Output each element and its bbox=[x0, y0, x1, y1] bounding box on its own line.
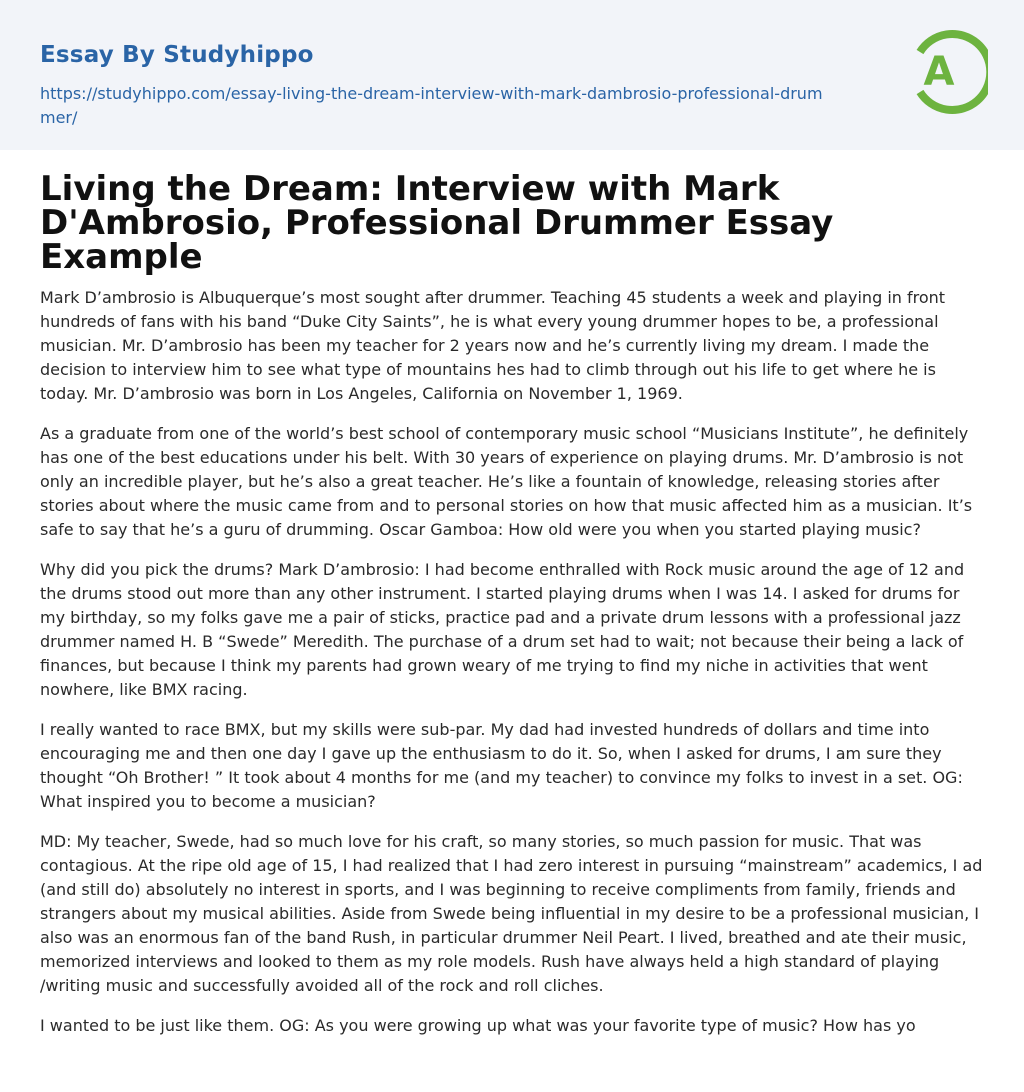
studyhippo-a-logo-icon[interactable] bbox=[904, 28, 988, 116]
site-brand[interactable]: Essay By Studyhippo bbox=[40, 42, 314, 68]
article-title: Living the Dream: Interview with Mark D'Ambrosio, Professional Drummer Essay Example bbox=[40, 169, 834, 277]
article-paragraph: Mark D’ambrosio is Albuquerque’s most sought after drummer. Teaching 45 students a week and playing in front hundreds of fans with his band “Duke City Saints”, he is what every young drummer hopes to be, a professional musician. Mr. D’ambrosio has been my teacher for 2 years now and he’s currently living my dream. I made the decision to interview him to see what type of mountains hes had to climb through out his life to get where he is today. Mr. D’ambrosio was born in Los Angeles, California on November 1, 1969. bbox=[40, 288, 946, 403]
article-paragraph: I really wanted to race BMX, but my skills were sub-par. My dad had invested hundreds of dollars and time into encouraging me and then one day I gave up the enthusiasm to do it. So, when I asked for drums, I am sure they thought “Oh Brother! ” It took about 4 months for me (and my teacher) to convince my folks to invest in a set. OG: What inspired you to become a musician? bbox=[40, 720, 963, 811]
article bbox=[0, 169, 1024, 1038]
article-body bbox=[40, 286, 984, 1038]
logo-letter: A bbox=[923, 49, 955, 95]
source-url-link[interactable]: https://studyhippo.com/essay-living-the-dream-interview-with-mark-dambrosio-professional-drummer/ bbox=[40, 84, 823, 127]
article-paragraph: MD: My teacher, Swede, had so much love for his craft, so many stories, so much passion for music. That was contagious. At the ripe old age of 15, I had realized that I had zero interest in pursuing “mainstream” academics, I ad (and still do) absolutely no interest in sports, and I was beginning to receive compliments from family, friends and strangers about my musical abilities. Aside from Swede being influential in my desire to be a professional musician, I also was an enormous fan of the band Rush, in particular drummer Neil Peart. I lived, breathed and ate their music, memorized interviews and looked to them as my role models. Rush have always held a high standard of playing /writing music and successfully avoided all of the rock and roll cliches. bbox=[40, 832, 983, 995]
site-header bbox=[0, 0, 1024, 150]
article-paragraph: As a graduate from one of the world’s best school of contemporary music school “Musicians Institute”, he definitely has one of the best educations under his belt. With 30 years of experience on playing drums. Mr. D’ambrosio is not only an incredible player, but he’s also a great teacher. He’s like a fountain of knowledge, releasing stories after stories about where the music came from and to personal stories on how that music affected him as a musician. It’s safe to say that he’s a guru of drumming. Oscar Gamboa: How old were you when you started playing music? bbox=[40, 424, 973, 539]
article-paragraph: Why did you pick the drums? Mark D’ambrosio: I had become enthralled with Rock music around the age of 12 and the drums stood out more than any other instrument. I started playing drums when I was 14. I asked for drums for my birthday, so my folks gave me a pair of sticks, practice pad and a private drum lessons with a professional jazz drummer named H. B “Swede” Meredith. The purchase of a drum set had to wait; not because their being a lack of finances, but because I think my parents had grown weary of me trying to find my niche in activities that went nowhere, like BMX racing. bbox=[40, 560, 965, 699]
article-paragraph: I wanted to be just like them. OG: As you were growing up what was your favorite type of music? How has yo bbox=[40, 1016, 916, 1035]
